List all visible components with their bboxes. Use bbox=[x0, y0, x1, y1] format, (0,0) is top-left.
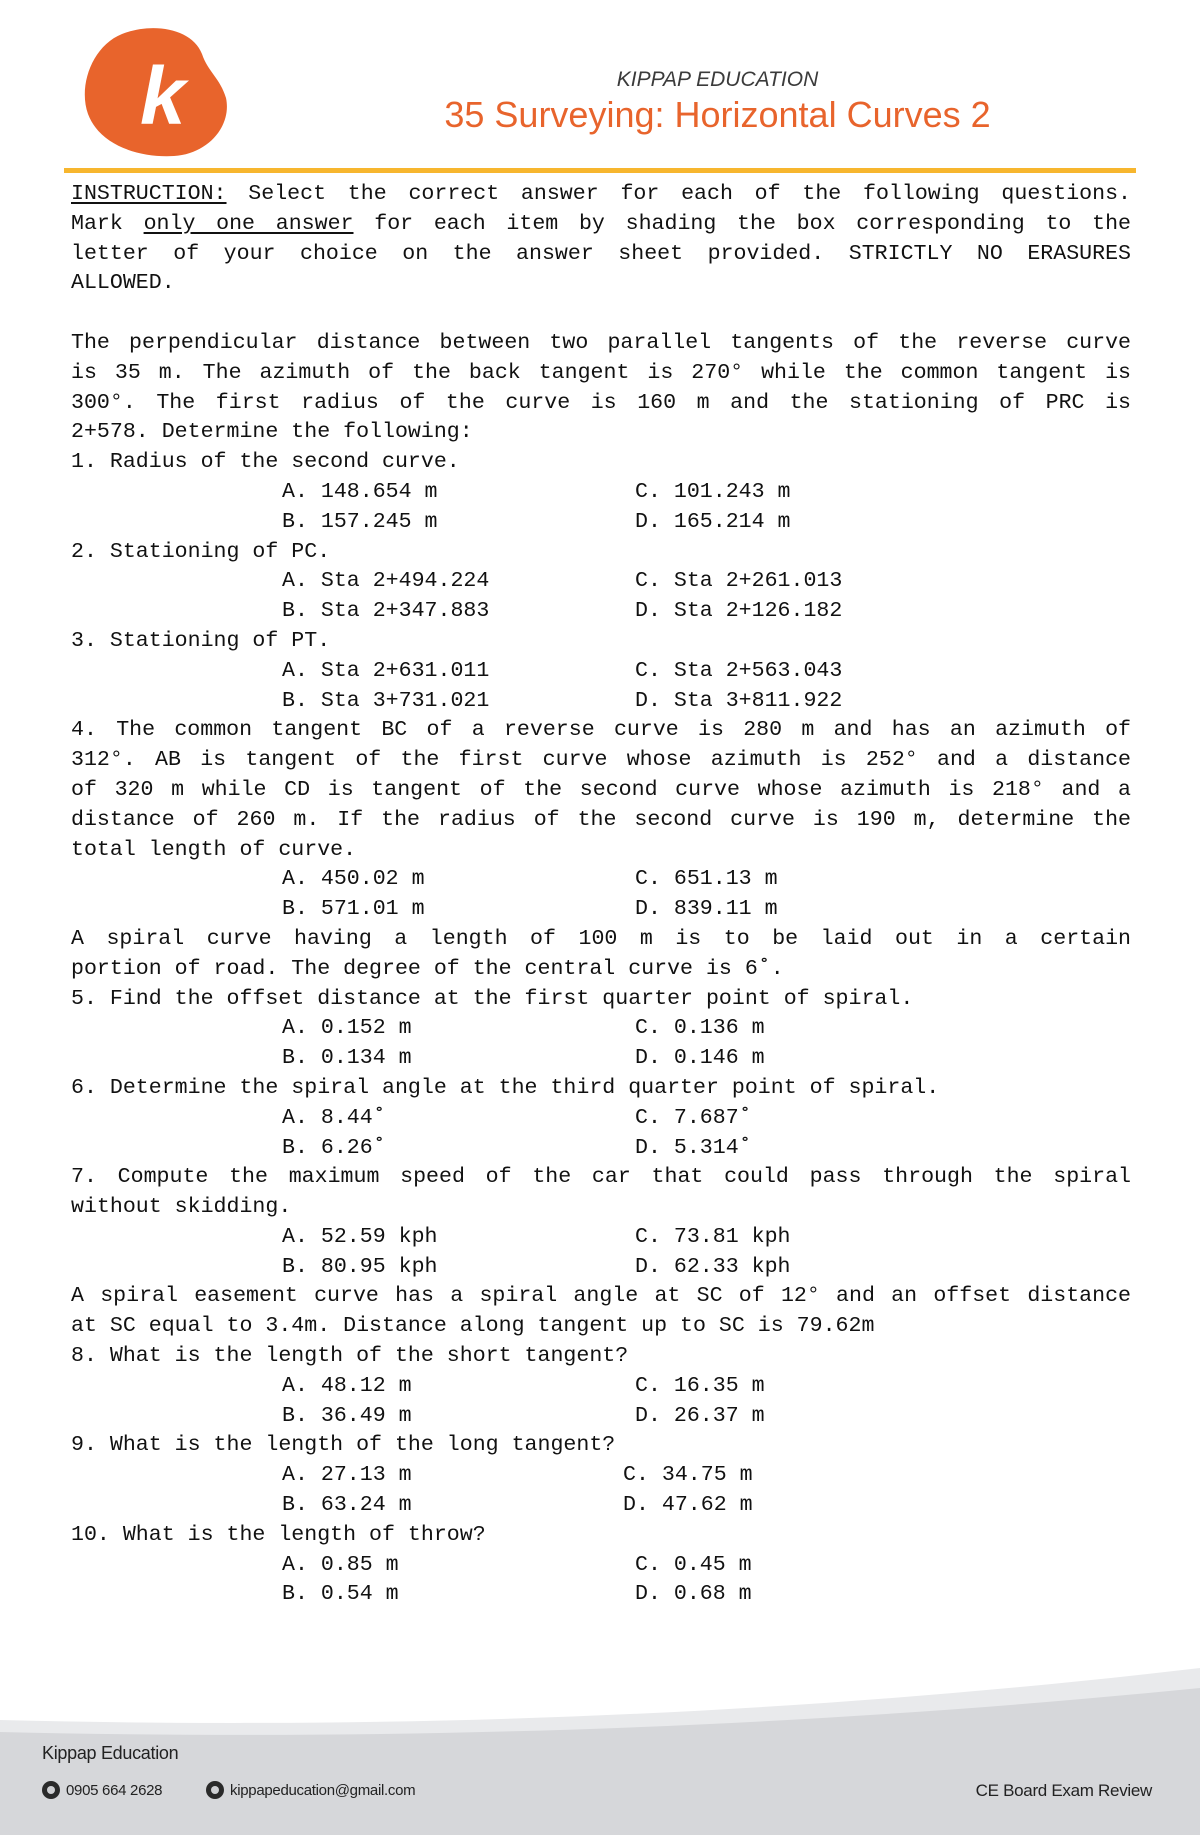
question-4 bbox=[71, 716, 1131, 925]
instruction-line bbox=[71, 180, 1131, 210]
choice-b: B. 36.49 m bbox=[282, 1403, 412, 1428]
choices bbox=[71, 1461, 1131, 1521]
question-5 bbox=[71, 985, 1131, 1074]
question-line: 312°. AB is tangent of the first curve whose azimuth is 252° and a distance bbox=[71, 748, 1131, 773]
footer-background bbox=[0, 1660, 1200, 1835]
question-line: 7. Compute the maximum speed of the car that could pass through the spiral bbox=[71, 1165, 1131, 1190]
choice-a: A. Sta 2+631.011 bbox=[282, 658, 490, 683]
choices bbox=[71, 1551, 1131, 1611]
question-line: of 320 m while CD is tangent of the second curve whose azimuth is 218° and a bbox=[71, 777, 1131, 802]
instruction-emphasis: only one answer bbox=[143, 211, 354, 236]
footer-email bbox=[206, 1781, 415, 1799]
choice-b: B. 6.26˚ bbox=[282, 1135, 386, 1160]
email-icon bbox=[206, 1781, 224, 1799]
organization-name: KIPPAP EDUCATION bbox=[616, 68, 819, 91]
choice-d: D. 0.68 m bbox=[635, 1582, 752, 1607]
choices bbox=[71, 865, 1131, 925]
exam-content bbox=[71, 180, 1131, 1610]
question-10 bbox=[71, 1521, 1131, 1610]
logo-letter: k bbox=[140, 51, 186, 142]
choice-a: A. 0.85 m bbox=[282, 1552, 399, 1577]
choices bbox=[71, 657, 1131, 717]
kippap-logo bbox=[82, 26, 230, 158]
question-8 bbox=[71, 1342, 1131, 1431]
problem-line: at SC equal to 3.4m. Distance along tangent up to SC is 79.62m bbox=[71, 1314, 875, 1339]
instruction-label: INSTRUCTION: bbox=[71, 182, 227, 206]
question-1 bbox=[71, 448, 1131, 537]
choice-d: D. Sta 3+811.922 bbox=[635, 688, 843, 713]
choice-c: C. 0.45 m bbox=[635, 1552, 752, 1577]
problem-line: is 35 m. The azimuth of the back tangent is 270° while the common tangent is bbox=[71, 360, 1131, 385]
problem-statement bbox=[71, 329, 1131, 448]
choice-c: C. 651.13 m bbox=[635, 867, 778, 892]
instruction-line: letter of your choice on the answer sheet provided. STRICTLY NO ERASURES bbox=[71, 241, 1131, 266]
choice-b: B. 0.134 m bbox=[282, 1046, 412, 1071]
footer-phone bbox=[42, 1781, 162, 1799]
choice-c: C. Sta 2+261.013 bbox=[635, 569, 843, 594]
choice-b: B. 0.54 m bbox=[282, 1582, 399, 1607]
choice-c: C. 0.136 m bbox=[635, 1016, 765, 1041]
choice-b: B. 80.95 kph bbox=[282, 1254, 438, 1279]
choice-c: C. 16.35 m bbox=[635, 1373, 765, 1398]
header-divider bbox=[64, 168, 1136, 173]
choice-c: C. 7.687˚ bbox=[635, 1105, 752, 1130]
choice-b: B. Sta 3+731.021 bbox=[282, 688, 490, 713]
choice-b: B. 63.24 m bbox=[282, 1493, 412, 1518]
question-7 bbox=[71, 1163, 1131, 1282]
choice-d: D. 839.11 m bbox=[635, 897, 778, 922]
choice-c: C. 101.243 m bbox=[635, 479, 791, 504]
question-text: 9. What is the length of the long tangent? bbox=[71, 1433, 616, 1458]
footer-organization: Kippap Education bbox=[42, 1743, 179, 1763]
choice-a: A. 27.13 m bbox=[282, 1463, 412, 1488]
choice-a: A. 8.44˚ bbox=[282, 1105, 386, 1130]
choice-a: A. Sta 2+494.224 bbox=[282, 569, 490, 594]
instructions bbox=[71, 180, 1131, 299]
choice-d: D. 165.214 m bbox=[635, 509, 791, 534]
choice-c: C. Sta 2+563.043 bbox=[635, 658, 843, 683]
phone-icon bbox=[42, 1781, 60, 1799]
page-footer bbox=[0, 1660, 1200, 1835]
choices bbox=[71, 1104, 1131, 1164]
choice-a: A. 450.02 m bbox=[282, 867, 425, 892]
question-6 bbox=[71, 1074, 1131, 1163]
choices bbox=[71, 1014, 1131, 1074]
question-text: 6. Determine the spiral angle at the third quarter point of spiral. bbox=[71, 1075, 940, 1100]
choice-d: D. Sta 2+126.182 bbox=[635, 599, 843, 624]
choice-a: A. 0.152 m bbox=[282, 1016, 412, 1041]
choices bbox=[71, 567, 1131, 627]
problem-line: A spiral easement curve has a spiral angle at SC of 12° and an offset distance bbox=[71, 1284, 1131, 1309]
question-text: 1. Radius of the second curve. bbox=[71, 450, 460, 475]
instruction-text: Mark bbox=[71, 211, 144, 236]
problem-line: A spiral curve having a length of 100 m is to be laid out in a certain bbox=[71, 926, 1131, 951]
question-line: without skidding. bbox=[71, 1195, 292, 1220]
footer-tagline: CE Board Exam Review bbox=[975, 1781, 1152, 1800]
choice-d: D. 0.146 m bbox=[635, 1046, 765, 1071]
choice-a: A. 48.12 m bbox=[282, 1373, 412, 1398]
question-9 bbox=[71, 1431, 1131, 1520]
choice-a: A. 148.654 m bbox=[282, 479, 438, 504]
problem-statement bbox=[71, 925, 1131, 985]
question-text: 5. Find the offset distance at the first quarter point of spiral. bbox=[71, 986, 914, 1011]
email-address: kippapeducation@gmail.com bbox=[230, 1781, 416, 1799]
question-3 bbox=[71, 627, 1131, 716]
phone-number: 0905 664 2628 bbox=[66, 1781, 163, 1799]
choice-c: C. 73.81 kph bbox=[635, 1224, 791, 1249]
instruction-line: ALLOWED. bbox=[71, 271, 175, 296]
instruction-line bbox=[71, 210, 1131, 240]
instruction-text: Select the correct answer for each of the following questions. bbox=[226, 182, 1131, 206]
question-text: 2. Stationing of PC. bbox=[71, 539, 331, 564]
question-text: 3. Stationing of PT. bbox=[71, 628, 331, 653]
question-line: total length of curve. bbox=[71, 837, 357, 862]
choice-c: C. 34.75 m bbox=[623, 1463, 753, 1488]
problem-line: portion of road. The degree of the central curve is 6˚. bbox=[71, 956, 784, 981]
problem-line: The perpendicular distance between two parallel tangents of the reverse curve bbox=[71, 330, 1131, 355]
question-2 bbox=[71, 538, 1131, 627]
page-header bbox=[0, 0, 1200, 175]
question-line: distance of 260 m. If the radius of the second curve is 190 m, determine the bbox=[71, 807, 1131, 832]
problem-line: 300°. The first radius of the curve is 160 m and the stationing of PRC is bbox=[71, 390, 1131, 415]
choices bbox=[71, 1223, 1131, 1283]
choice-b: B. Sta 2+347.883 bbox=[282, 599, 490, 624]
choice-d: D. 26.37 m bbox=[635, 1403, 765, 1428]
choices bbox=[71, 1372, 1131, 1432]
choice-b: B. 571.01 m bbox=[282, 897, 425, 922]
page-title: 35 Surveying: Horizontal Curves 2 bbox=[444, 94, 991, 135]
choice-a: A. 52.59 kph bbox=[282, 1224, 438, 1249]
question-line: 4. The common tangent BC of a reverse curve is 280 m and has an azimuth of bbox=[71, 718, 1131, 743]
question-text: 10. What is the length of throw? bbox=[71, 1522, 486, 1547]
choice-d: D. 5.314˚ bbox=[635, 1135, 752, 1160]
choice-d: D. 47.62 m bbox=[623, 1493, 753, 1518]
choices bbox=[71, 478, 1131, 538]
question-text: 8. What is the length of the short tangent? bbox=[71, 1344, 629, 1369]
choice-d: D. 62.33 kph bbox=[635, 1254, 791, 1279]
instruction-text: for each item by shading the box corresponding to the bbox=[353, 211, 1131, 236]
problem-line: 2+578. Determine the following: bbox=[71, 420, 473, 445]
problem-statement bbox=[71, 1282, 1131, 1342]
choice-b: B. 157.245 m bbox=[282, 509, 438, 534]
